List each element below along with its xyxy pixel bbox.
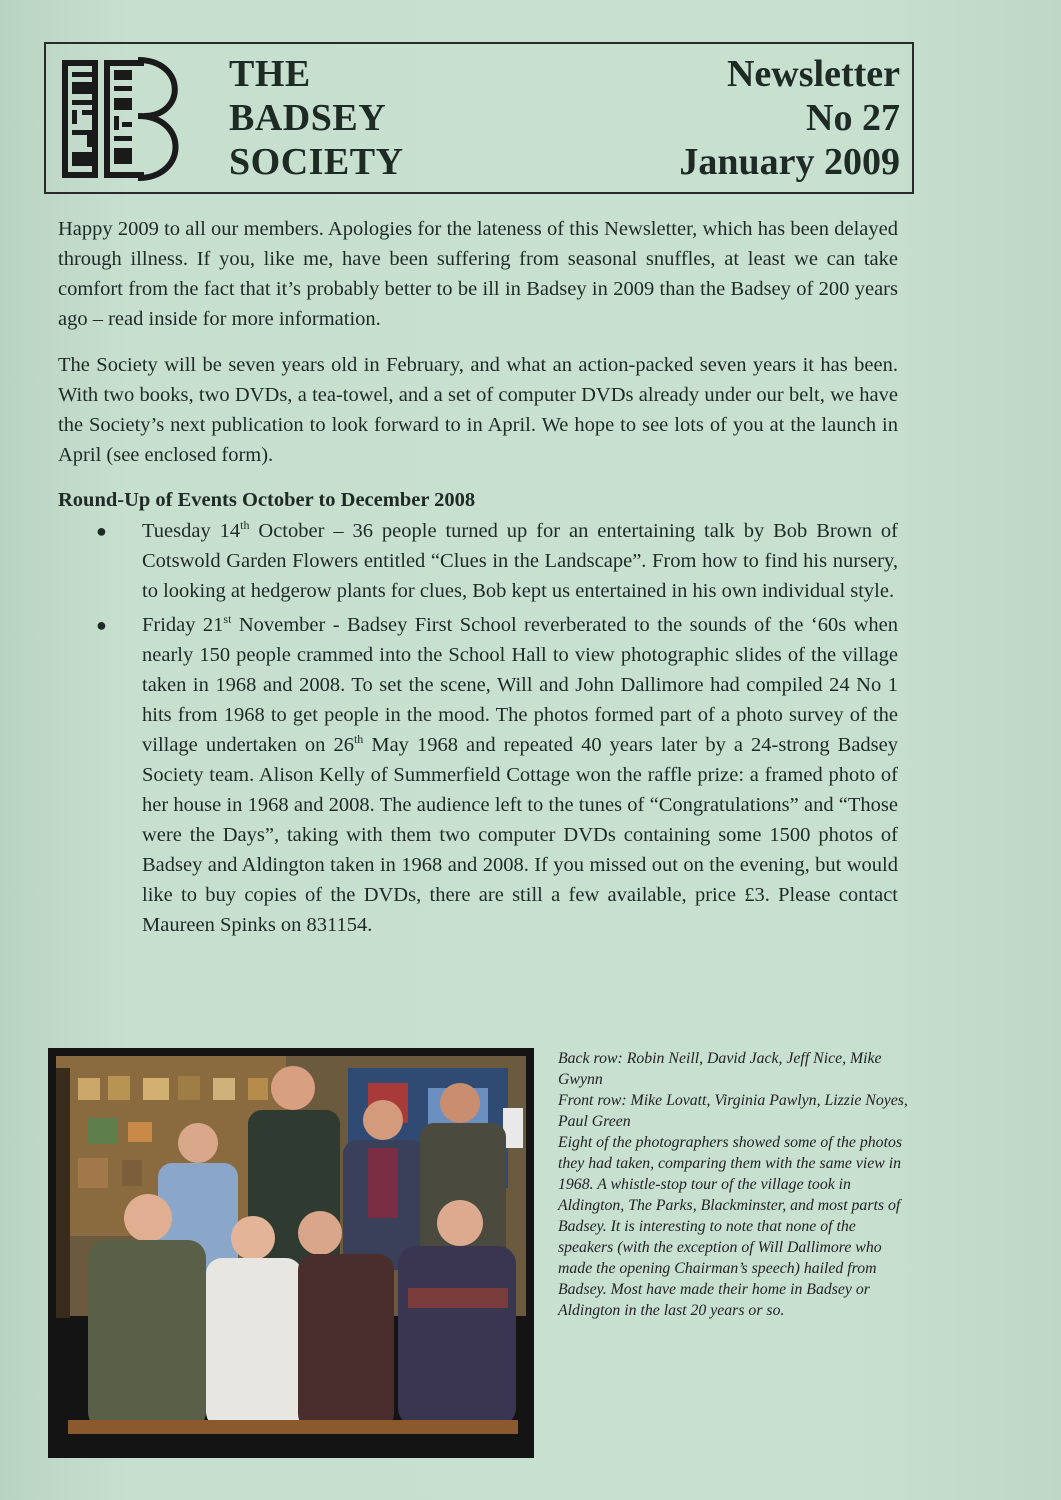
society-name-line-1: THE (229, 53, 311, 95)
caption-front-row: Front row: Mike Lovatt, Virginia Pawlyn, Lizzie Noyes, Paul Green (558, 1092, 908, 1130)
event-1-text: October – 36 people turned up for an entertaining talk by Bob Brown of Cotswold Garden Flowers entitled “Clues in the Landscape”. From how to find his nursery, to looking at hedgerow plants for clues, Bob kept us entertained in his own individual style. (142, 520, 898, 602)
event-2-ordinal: st (223, 612, 232, 627)
event-2-text-pre: Friday 21 (142, 614, 224, 636)
group-photo (48, 1048, 534, 1458)
photo-section (48, 1048, 908, 1458)
event-2-text: May 1968 and repeated 40 years later by a 24-strong Badsey Society team. Alison Kelly of Summerfield Cottage won the raffle prize: a framed photo of her house in 1968 and 2008. The audience left to the tunes of “Congratulations” and “Those were the Days”, taking with them two computer DVDs containing some 1500 photos of Badsey and Aldington taken in 1968 and 2008. If you missed out on the evening, but would like to buy copies of the DVDs, there are still a few available, price £3. Please contact Maureen Spinks on 831154. (142, 734, 898, 936)
issue-date: January 2009 (679, 141, 900, 183)
events-heading: Round-Up of Events October to December 2008 (58, 489, 476, 511)
intro-paragraph-2: The Society will be seven years old in February, and what an action-packed seven years it has been. With two books, two DVDs, a tea-towel, and a set of computer DVDs already under our belt, we have the Society’s next publication to look forward to in April. We hope to see lots of you at the launch in April (see enclosed form). (58, 354, 898, 466)
events-list (58, 516, 898, 940)
event-item-october (96, 516, 898, 606)
bullet-icon: ● (96, 615, 107, 635)
society-name-line-2: BADSEY (229, 97, 387, 139)
issue-number: No 27 (806, 97, 900, 139)
issue-info (679, 52, 900, 184)
badsey-society-logo (58, 54, 188, 184)
intro-paragraph-1: Happy 2009 to all our members. Apologies for the lateness of this Newsletter, which has been delayed through illness. If you, like me, have been suffering from seasonal snuffles, at least we can take comfort from the fact that it’s probably better to be ill in Badsey in 2009 than the Badsey of 200 years ago – read inside for more information. (58, 218, 898, 330)
society-name-line-3: SOCIETY (229, 141, 404, 183)
event-1-ordinal: th (240, 518, 250, 533)
caption-back-row: Back row: Robin Neill, David Jack, Jeff Nice, Mike Gwynn (558, 1050, 882, 1088)
newsletter-body (58, 214, 898, 944)
event-item-november (96, 610, 898, 940)
photo-caption (558, 1048, 908, 1321)
issue-title: Newsletter (726, 53, 900, 95)
event-1-text-pre: Tuesday 14 (142, 520, 241, 542)
masthead (44, 42, 914, 194)
bullet-icon: ● (96, 521, 107, 541)
event-2-ordinal-2: th (353, 732, 364, 747)
society-name (229, 52, 404, 184)
event-2-text-mid: November - Badsey First School reverberated to the sounds of the ‘60s when nearly 150 people crammed into the School Hall to view photographic slides of the village taken in 1968 and 2008. To set the scene, Will and John Dallimore had compiled 24 No 1 hits from 1968 to get people in the mood. The photos formed part of a photo survey of the village undertaken on 26 (142, 614, 898, 756)
caption-body: Eight of the photographers showed some of the photos they had taken, comparing them with the same view in 1968. A whistle-stop tour of the village took in Aldington, The Parks, Blackminster, and most parts of Badsey. It is interesting to note that none of the speakers (with the exception of Will Dallimore who made the opening Chairman’s speech) hailed from Badsey. Most have made their home in Badsey or Aldington in the last 20 years or so. (558, 1134, 903, 1319)
